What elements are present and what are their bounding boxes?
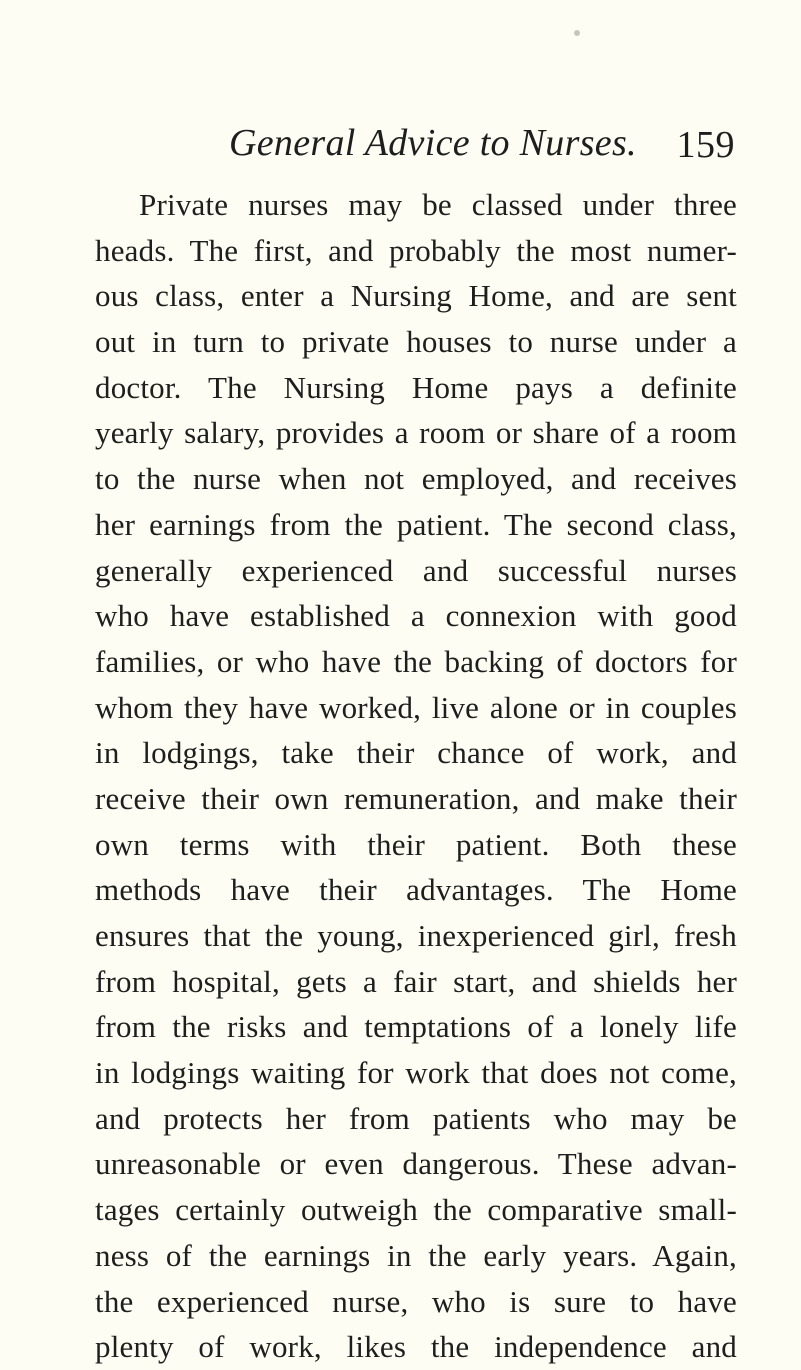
text-line: ensures that the young, inexperienced girl, fresh — [95, 918, 737, 953]
text-line: plenty of work, likes the independence and — [95, 1329, 737, 1365]
text-line: ness of the earnings in the early years. Again, — [95, 1237, 737, 1273]
text-line: from the risks and temptations of a lonely life — [95, 1009, 737, 1045]
text-line: own terms with their patient. Both these — [95, 826, 737, 862]
text-line: methods have their advantages. The Home — [95, 872, 737, 908]
text-line: her earnings from the patient. The second class, — [95, 506, 737, 542]
text-line: unreasonable or even dangerous. These advan- — [95, 1146, 737, 1182]
text-line: the experienced nurse, who is sure to have — [95, 1283, 737, 1319]
paper-speck — [574, 30, 580, 36]
page-number: 159 — [676, 124, 735, 166]
text-line: heads. The first, and probably the most numer- — [95, 232, 737, 268]
text-line: from hospital, gets a fair start, and shields her — [95, 963, 737, 999]
text-line: whom they have worked, live alone or in couples — [95, 689, 737, 725]
text-line: out in turn to private houses to nurse under a — [95, 324, 737, 360]
text-line: Private nurses may be classed under three — [139, 187, 737, 222]
text-line: ous class, enter a Nursing Home, and are sent — [95, 278, 737, 314]
text-line: families, or who have the backing of doctors for — [95, 643, 737, 679]
running-title: General Advice to Nurses. — [229, 122, 637, 164]
text-line: tages certainly outweigh the comparative small- — [95, 1192, 737, 1228]
text-line: receive their own remuneration, and make their — [95, 780, 737, 816]
text-line: in lodgings, take their chance of work, and — [95, 735, 737, 771]
text-line: to the nurse when not employed, and receives — [95, 461, 737, 497]
text-line: generally experienced and successful nurses — [95, 552, 737, 588]
text-line: in lodgings waiting for work that does not come, — [95, 1055, 737, 1091]
text-line: yearly salary, provides a room or share of a room — [95, 415, 737, 451]
running-head — [229, 118, 735, 168]
body-paragraph — [95, 182, 737, 1370]
text-line: who have established a connexion with good — [95, 598, 737, 634]
text-line: and protects her from patients who may be — [95, 1100, 737, 1136]
text-line: doctor. The Nursing Home pays a definite — [95, 369, 737, 405]
